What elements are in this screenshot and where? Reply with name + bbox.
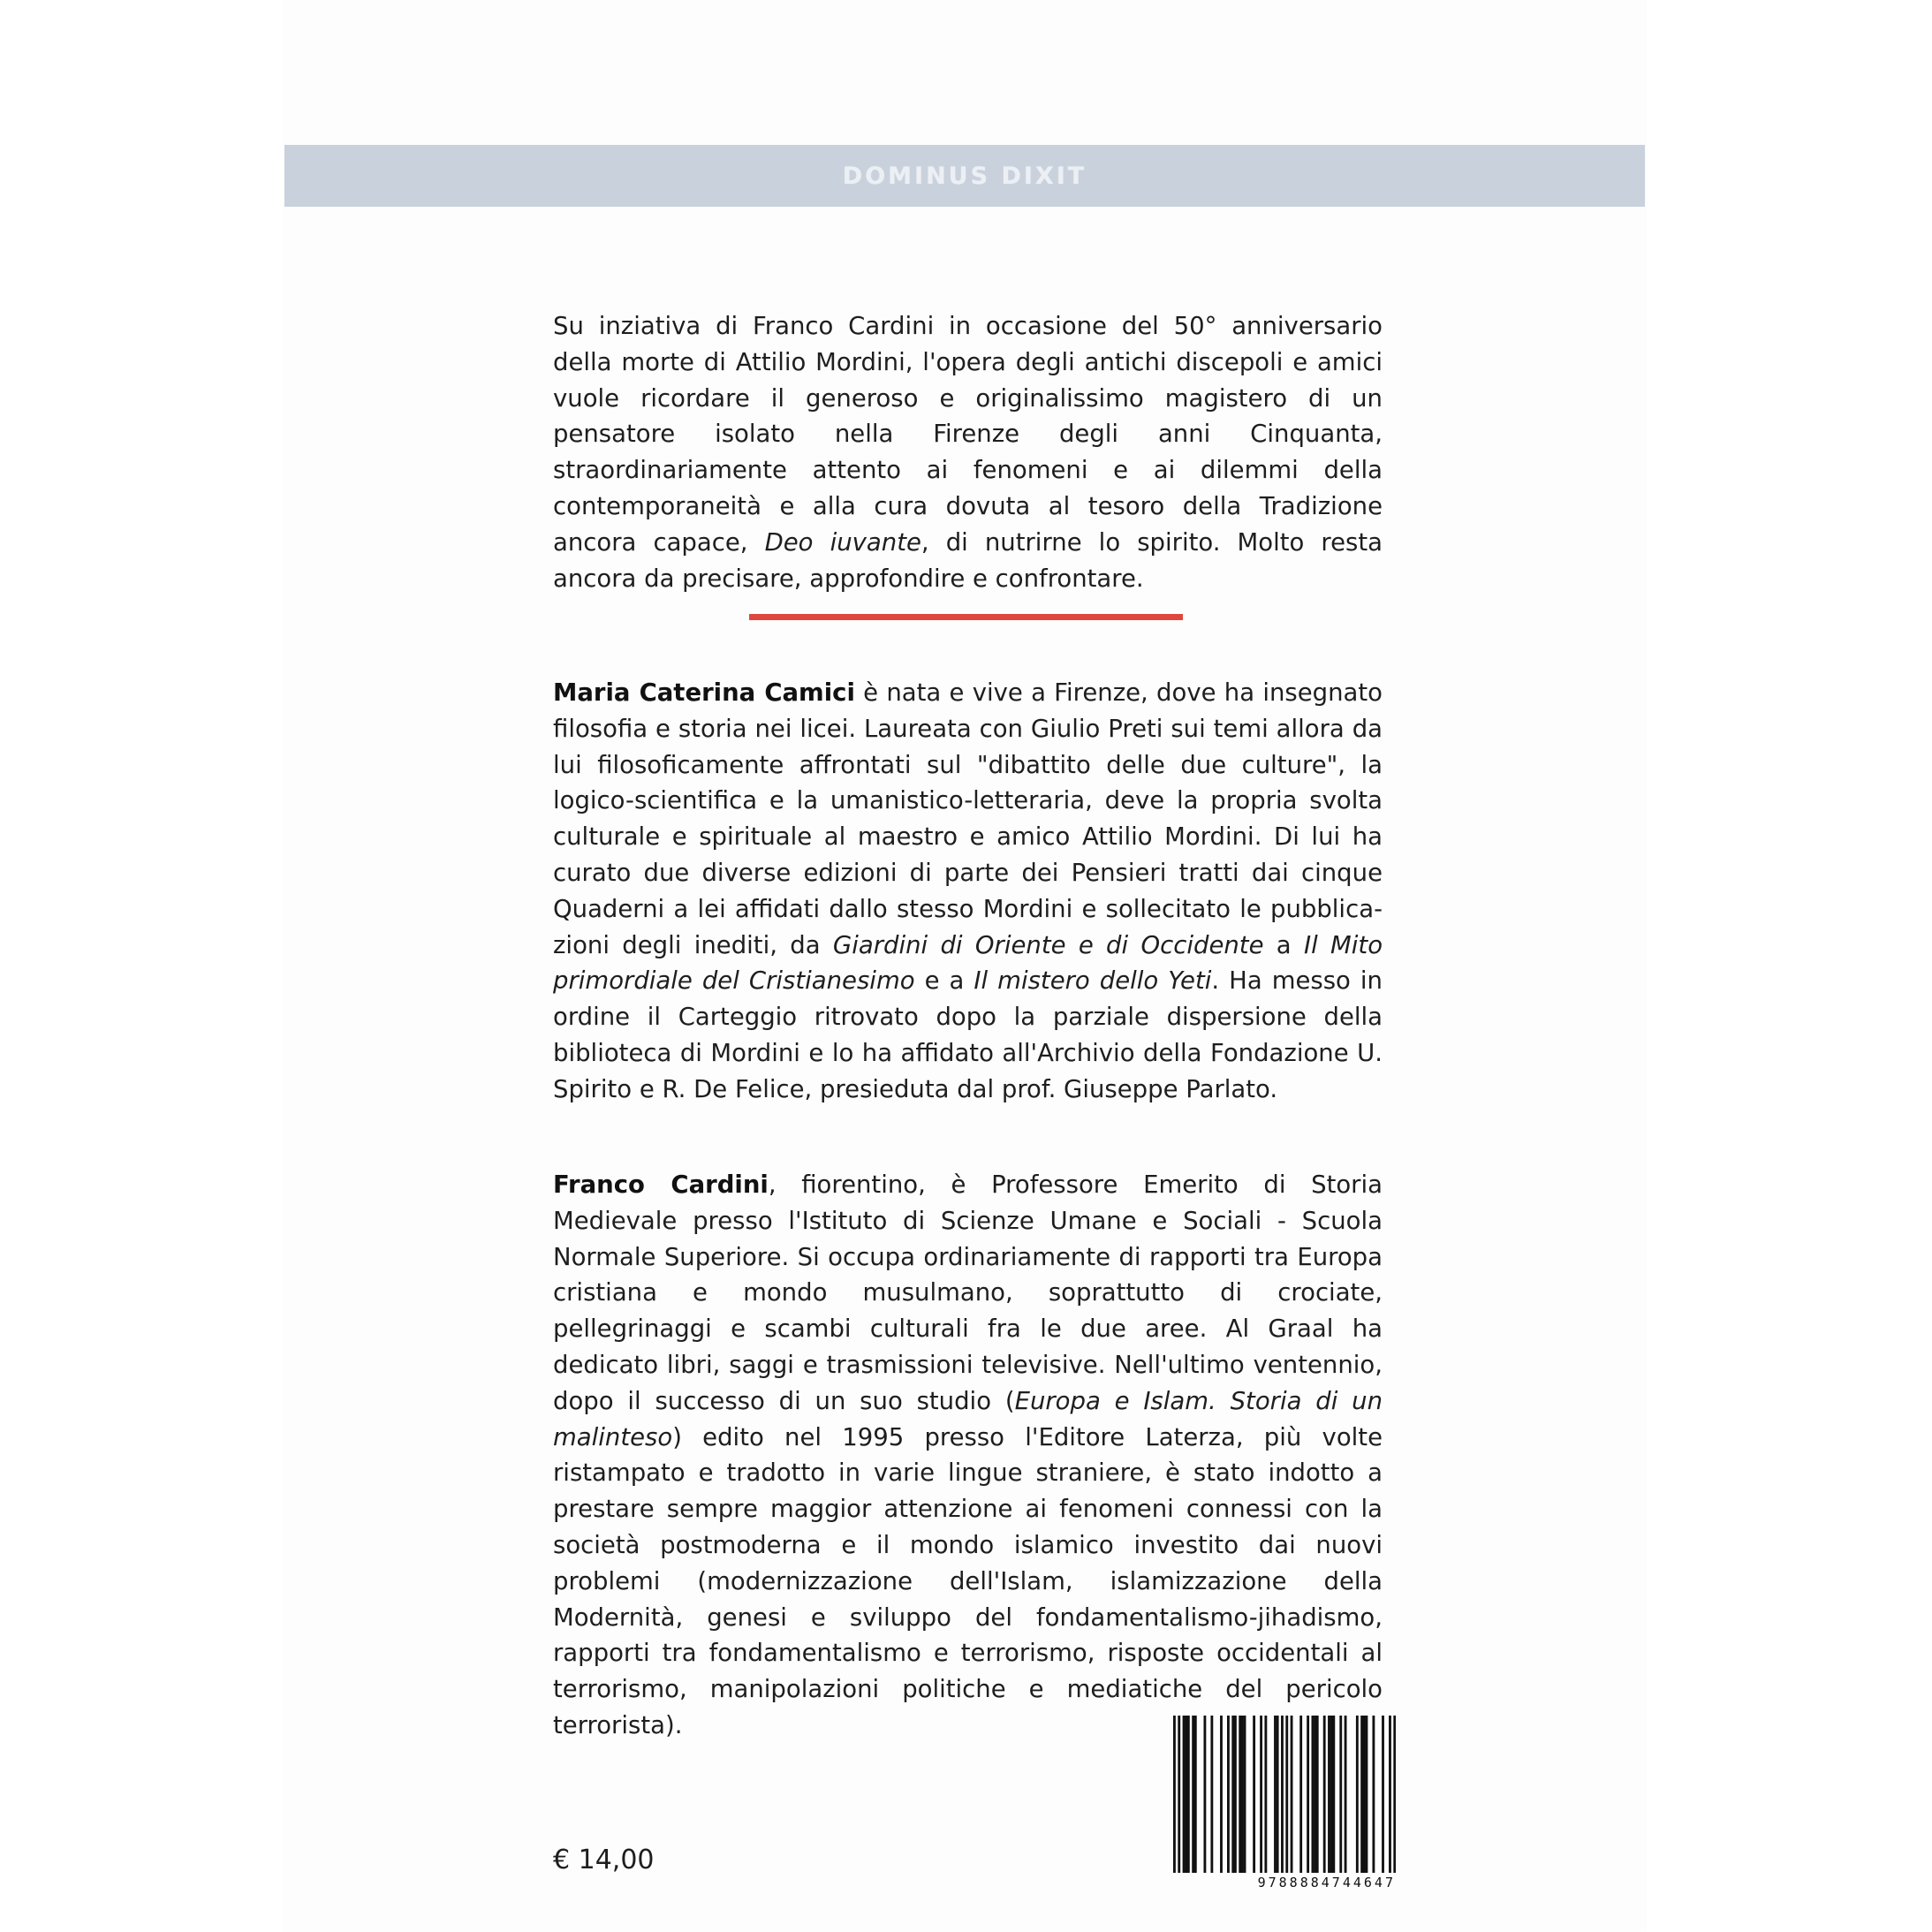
- intro-italic-phrase: Deo iuvante: [764, 527, 921, 557]
- barcode-bar: [1239, 1716, 1241, 1873]
- barcode-bar: [1328, 1716, 1330, 1873]
- camici-text-3: e a: [914, 966, 974, 996]
- barcode-bar: [1316, 1716, 1319, 1873]
- series-banner: [284, 145, 1645, 207]
- barcode-bar: [1260, 1716, 1262, 1873]
- barcode-bar: [1307, 1716, 1309, 1873]
- camici-bio-paragraph: [553, 675, 1383, 1108]
- barcode-bar: [1244, 1716, 1246, 1873]
- barcode-bar: [1393, 1716, 1396, 1873]
- barcode-bar: [1194, 1716, 1197, 1873]
- barcode: [1173, 1716, 1396, 1890]
- barcode-bar: [1314, 1716, 1316, 1873]
- isbn-number: 9788884744647: [1257, 1875, 1396, 1890]
- barcode-bar: [1185, 1716, 1187, 1873]
- cardini-bio-paragraph: [553, 1167, 1383, 1744]
- intro-paragraph: [553, 308, 1383, 596]
- cardini-text-1: , fiorentino, è Professore Emerito di Storia Medievale presso l'Istituto di Scienze Umane e Sociali - Scuola Normale Superiore. Si occupa ordinariamente di rapporti tra Europa cristiana e mondo musulmano, soprattutto di crociate, pellegrinaggi e scambi culturali fra le due aree. Al Graal ha dedicato libri, saggi e trasmissioni televisive. Nell'ultimo ventennio, dopo il successo di un suo studio (: [553, 1171, 1383, 1415]
- barcode-bar: [1299, 1716, 1302, 1873]
- barcode-bar: [1323, 1716, 1326, 1873]
- camici-title-3: Il mistero dello Yeti: [974, 966, 1212, 996]
- barcode-bar: [1274, 1716, 1277, 1873]
- intro-text-1: Su inziativa di Franco Cardini in occasione del 50° anniversario della morte di Attilio Mordini, l'opera degli antichi discepoli e amici vuole ricordare il generoso e originalissimo magistero di un pensatore isolato nella Firenze degli anni Cinquanta, straordinariamente attento ai fenomeni e ai dilemmi della contemporaneità e alla cura dovuta al tesoro della Tradizione ancora capace,: [553, 312, 1383, 557]
- camici-title-2: Il Mito primordiale del Cristianesimo: [553, 930, 1383, 996]
- book-back-cover: [284, 0, 1645, 1932]
- camici-text-1: è nata e vive a Firenze, dove ha insegnato filosofia e storia nei licei. Laureata con Giulio Preti sui temi allora da lui filosoficamente affrontati sul "dibattito delle due culture", la logico-scientifica e la umanistico-letteraria, deve la propria svolta culturale e spirituale al maestro e amico Attilio Mordini. Di lui ha curato due diverse edizioni di parte dei Pensieri tratti dai cinque Quaderni a lei affidati dallo stesso Mordini e sollecitato le pubblicazioni degli inediti, da: [553, 678, 1383, 959]
- barcode-bar: [1366, 1716, 1368, 1873]
- barcode-bar: [1285, 1716, 1288, 1873]
- barcode-bar: [1231, 1716, 1234, 1873]
- barcode-bar: [1389, 1716, 1391, 1873]
- barcode-bar: [1178, 1716, 1180, 1873]
- barcode-bar: [1332, 1716, 1335, 1873]
- barcode-bar: [1330, 1716, 1333, 1873]
- barcode-bar: [1234, 1716, 1237, 1873]
- barcode-bar: [1192, 1716, 1194, 1873]
- barcode-bar: [1291, 1716, 1293, 1873]
- barcode-bar: [1241, 1716, 1244, 1873]
- barcode-bar: [1339, 1716, 1342, 1873]
- camici-name: Maria Caterina Camici: [553, 678, 855, 707]
- barcode-bar: [1345, 1716, 1347, 1873]
- barcode-bar: [1312, 1716, 1315, 1873]
- barcode-bar: [1264, 1716, 1267, 1873]
- series-title: DOMINUS DIXIT: [842, 162, 1087, 190]
- cardini-title-1: Europa e Islam. Storia di un malinteso: [553, 1386, 1383, 1451]
- cardini-name: Franco Cardini: [553, 1171, 769, 1199]
- barcode-bar: [1277, 1716, 1279, 1873]
- camici-text-4: . Ha messo in ordine il Carteggio ritrovato dopo la parziale dispersione della biblioteca di Mordini e lo ha affidato all'Archivio della Fondazione U. Spirito e R. De Felice, presieduta dal prof. Giuseppe Parlato.: [553, 966, 1383, 1103]
- barcode-bar: [1227, 1716, 1230, 1873]
- intro-text-2: , di nutrirne lo spirito. Molto resta ancora da precisare, approfondire e confrontare.: [553, 527, 1383, 593]
- barcode-bar: [1372, 1716, 1375, 1873]
- barcode-bar: [1183, 1716, 1186, 1873]
- barcode-bar: [1210, 1716, 1213, 1873]
- barcode-bar: [1382, 1716, 1384, 1873]
- camici-title-1: Giardini di Oriente e di Occidente: [832, 930, 1264, 959]
- barcode-bar: [1281, 1716, 1284, 1873]
- barcode-bar: [1173, 1716, 1176, 1873]
- price-label: € 14,00: [553, 1845, 655, 1875]
- barcode-bar: [1187, 1716, 1190, 1873]
- barcode-bar: [1356, 1716, 1359, 1873]
- camici-text-2: a: [1263, 930, 1304, 959]
- barcode-bar: [1253, 1716, 1255, 1873]
- barcode-bars: [1173, 1716, 1396, 1873]
- barcode-bar: [1203, 1716, 1206, 1873]
- barcode-bar: [1360, 1716, 1363, 1873]
- barcode-bar: [1220, 1716, 1223, 1873]
- barcode-bar: [1363, 1716, 1366, 1873]
- red-divider: [749, 614, 1183, 620]
- cardini-text-2: ) edito nel 1995 presso l'Editore Laterza, più volte ristampato e tradotto in varie lingue straniere, è stato indotto a prestare sempre maggior attenzione ai fenomeni connessi con la società postmoderna e il mondo islamico investito dai nuovi problemi (modernizzazione dell'Islam, islamizzazione della Modernità, genesi e sviluppo del fondamentalismo-jihadismo, rapporti tra fondamentalismo e terrorismo, risposte occidentali al terrorismo, manipolazioni politiche e mediatiche del pericolo terrorista).: [553, 1422, 1383, 1739]
